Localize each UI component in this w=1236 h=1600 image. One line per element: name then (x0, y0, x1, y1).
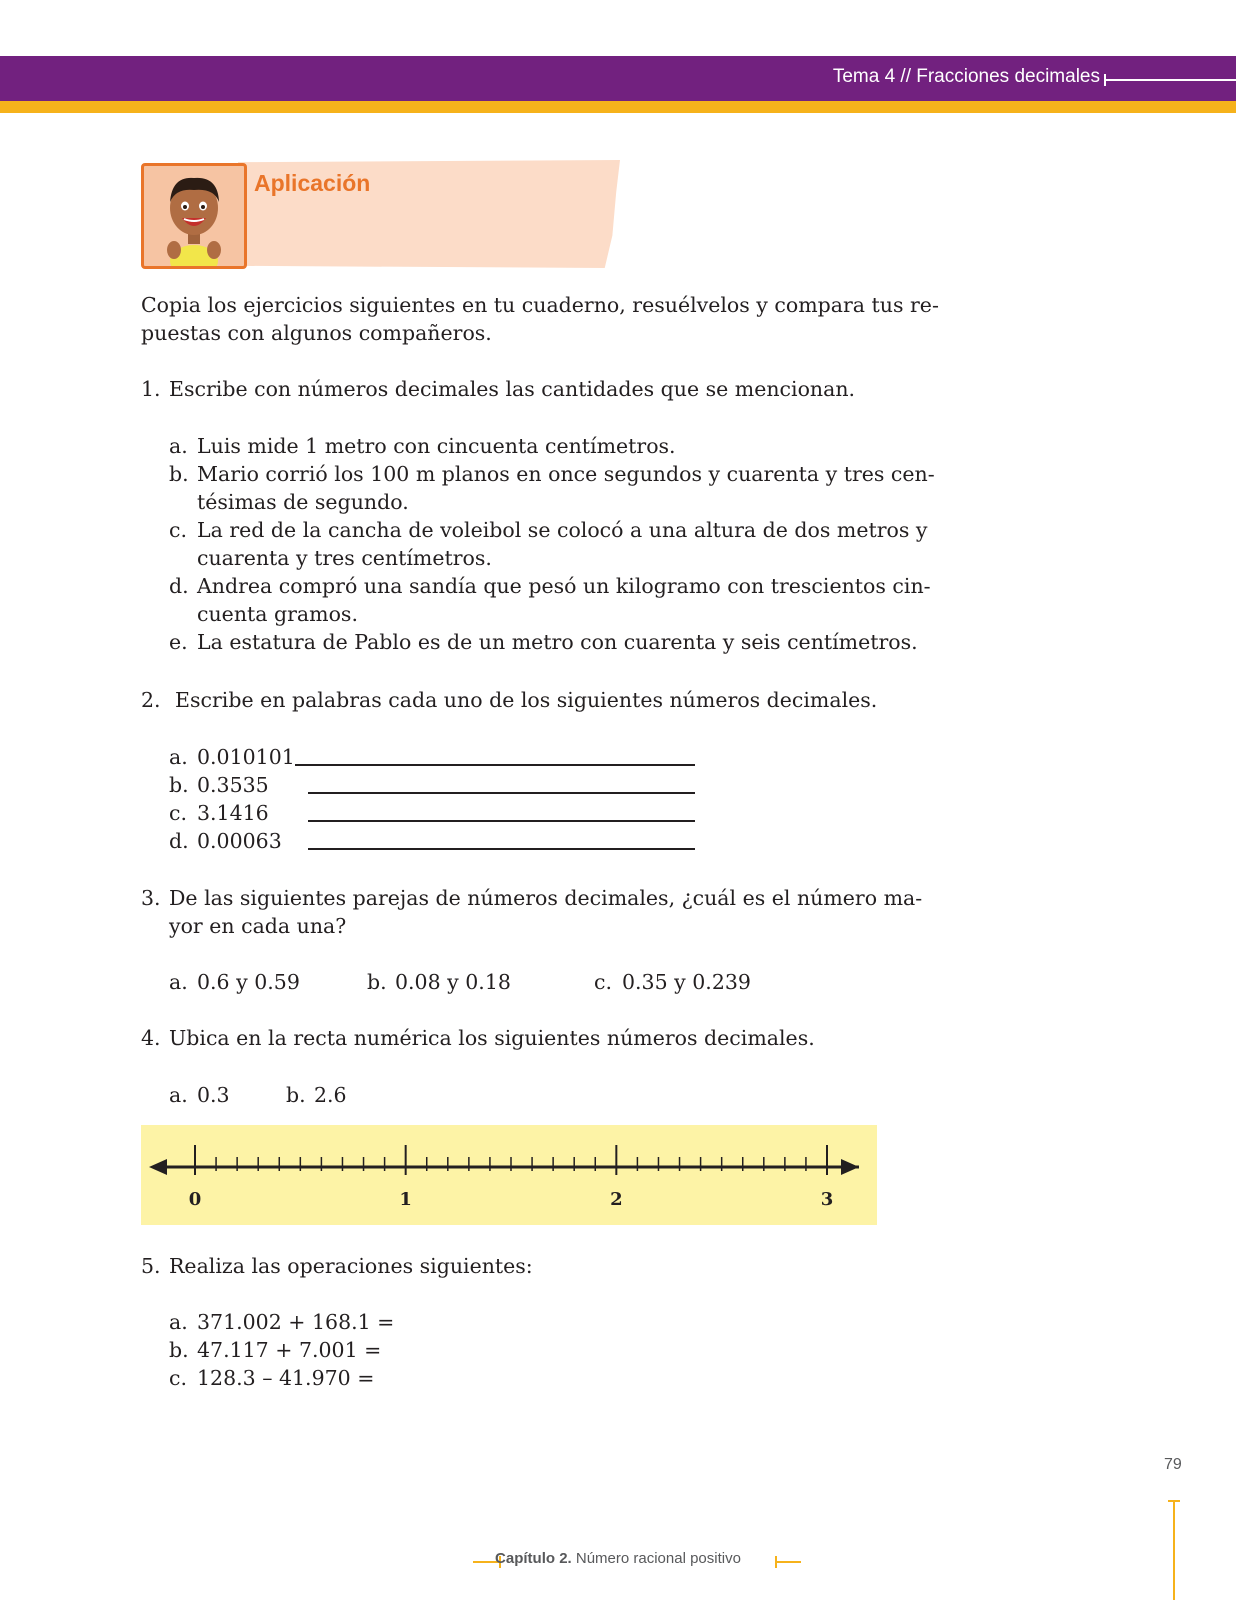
ex2-item-a-value: 0.010101 (197, 745, 295, 769)
tick-label: 2 (610, 1189, 623, 1210)
ex5-item-b-letter: b. (169, 1338, 189, 1362)
ex1-number: 1. (141, 377, 161, 401)
ex2-item-c-value: 3.1416 (197, 801, 269, 825)
ex4-item-b-value: 2.6 (314, 1083, 347, 1107)
ex2-item-d-letter: d. (169, 829, 189, 853)
ex2-item-b-value: 0.3535 (197, 773, 269, 797)
section-title: Tema 4 // Fracciones decimales (832, 66, 1100, 87)
ex3-instruction-line-1: De las siguientes parejas de números decimales, ¿cuál es el número ma- (169, 886, 923, 910)
ex3-item-b-letter: b. (367, 970, 387, 994)
left-arrow-icon (149, 1159, 167, 1175)
ex2-number: 2. (141, 688, 161, 712)
ex1-item-b-letter: b. (169, 462, 189, 486)
header-rule (1104, 79, 1236, 81)
ex5-item-a-letter: a. (169, 1310, 188, 1334)
ex1-item-a-letter: a. (169, 434, 188, 458)
ex4-item-b-letter: b. (286, 1083, 306, 1107)
tick-label: 0 (188, 1189, 202, 1210)
footer-subtitle: Número racional positivo (575, 1550, 741, 1567)
number-line (141, 1125, 877, 1225)
ex2-answer-line-c (308, 820, 695, 822)
ex1-item-c-line-2: cuarenta y tres centímetros. (197, 546, 492, 570)
ex1-item-b-line-1: Mario corrió los 100 m planos en once segundos y cuarenta y tres cen- (197, 462, 935, 486)
ex1-item-d-line-2: cuenta gramos. (197, 602, 358, 626)
student-illustration (141, 163, 247, 269)
smiling-boy-icon (144, 166, 244, 266)
ex4-item-a-value: 0.3 (197, 1083, 230, 1107)
intro-line-1: Copia los ejercicios siguientes en tu cuaderno, resuélvelos y compara tus re- (141, 293, 939, 317)
ex5-item-a-value: 371.002 + 168.1 = (197, 1310, 395, 1334)
ex1-item-a: Luis mide 1 metro con cincuenta centímetros. (197, 434, 676, 458)
ex1-item-d-letter: d. (169, 574, 189, 598)
ex1-instruction: Escribe con números decimales las cantidades que se mencionan. (169, 377, 856, 401)
ex4-instruction: Ubica en la recta numérica los siguientes números decimales. (169, 1026, 815, 1050)
ex2-item-b-letter: b. (169, 773, 189, 797)
ex5-item-c-value: 128.3 – 41.970 = (197, 1366, 375, 1390)
ex3-instruction-line-2: yor en cada una? (169, 914, 347, 938)
ex1-item-e-letter: e. (169, 630, 188, 654)
intro-line-2: puestas con algunos compañeros. (141, 321, 492, 345)
ex2-answer-line-d (308, 848, 695, 850)
ex3-item-a-letter: a. (169, 970, 188, 994)
ex2-item-d-value: 0.00063 (197, 829, 282, 853)
ex3-item-b-value: 0.08 y 0.18 (395, 970, 511, 994)
tick-label: 1 (399, 1189, 412, 1210)
ex1-item-d-line-1: Andrea compró una sandía que pesó un kilogramo con trescientos cin- (197, 574, 931, 598)
footer-chapter: Capítulo 2. (495, 1550, 572, 1567)
header-accent-stripe (0, 101, 1236, 113)
ex4-item-a-letter: a. (169, 1083, 188, 1107)
ex2-item-c-letter: c. (169, 801, 187, 825)
ex1-item-c-line-1: La red de la cancha de voleibol se colocó a una altura de dos metros y (197, 518, 928, 542)
ex2-instruction: Escribe en palabras cada uno de los siguientes números decimales. (175, 688, 878, 712)
ex5-item-c-letter: c. (169, 1366, 187, 1390)
footer (0, 1550, 1236, 1567)
ex1-item-c-letter: c. (169, 518, 187, 542)
ex3-item-c-value: 0.35 y 0.239 (622, 970, 751, 994)
header-rule-tick (1104, 74, 1106, 86)
ex2-answer-line-b (308, 792, 695, 794)
ex5-item-b-value: 47.117 + 7.001 = (197, 1338, 382, 1362)
application-title: Aplicación (254, 170, 371, 196)
ex5-number: 5. (141, 1254, 161, 1278)
ex2-answer-line-a (295, 764, 695, 766)
ex4-number: 4. (141, 1026, 161, 1050)
ex1-item-b-line-2: tésimas de segundo. (197, 490, 409, 514)
ex3-item-c-letter: c. (594, 970, 612, 994)
page-number: 79 (1164, 1456, 1182, 1473)
ex5-instruction: Realiza las operaciones siguientes: (169, 1254, 533, 1278)
right-arrow-icon (841, 1159, 859, 1175)
ex3-item-a-value: 0.6 y 0.59 (197, 970, 300, 994)
tick-label: 3 (820, 1189, 834, 1210)
ex1-item-e: La estatura de Pablo es de un metro con cuarenta y seis centímetros. (197, 630, 918, 654)
ex2-item-a-letter: a. (169, 745, 188, 769)
ex3-number: 3. (141, 886, 161, 910)
